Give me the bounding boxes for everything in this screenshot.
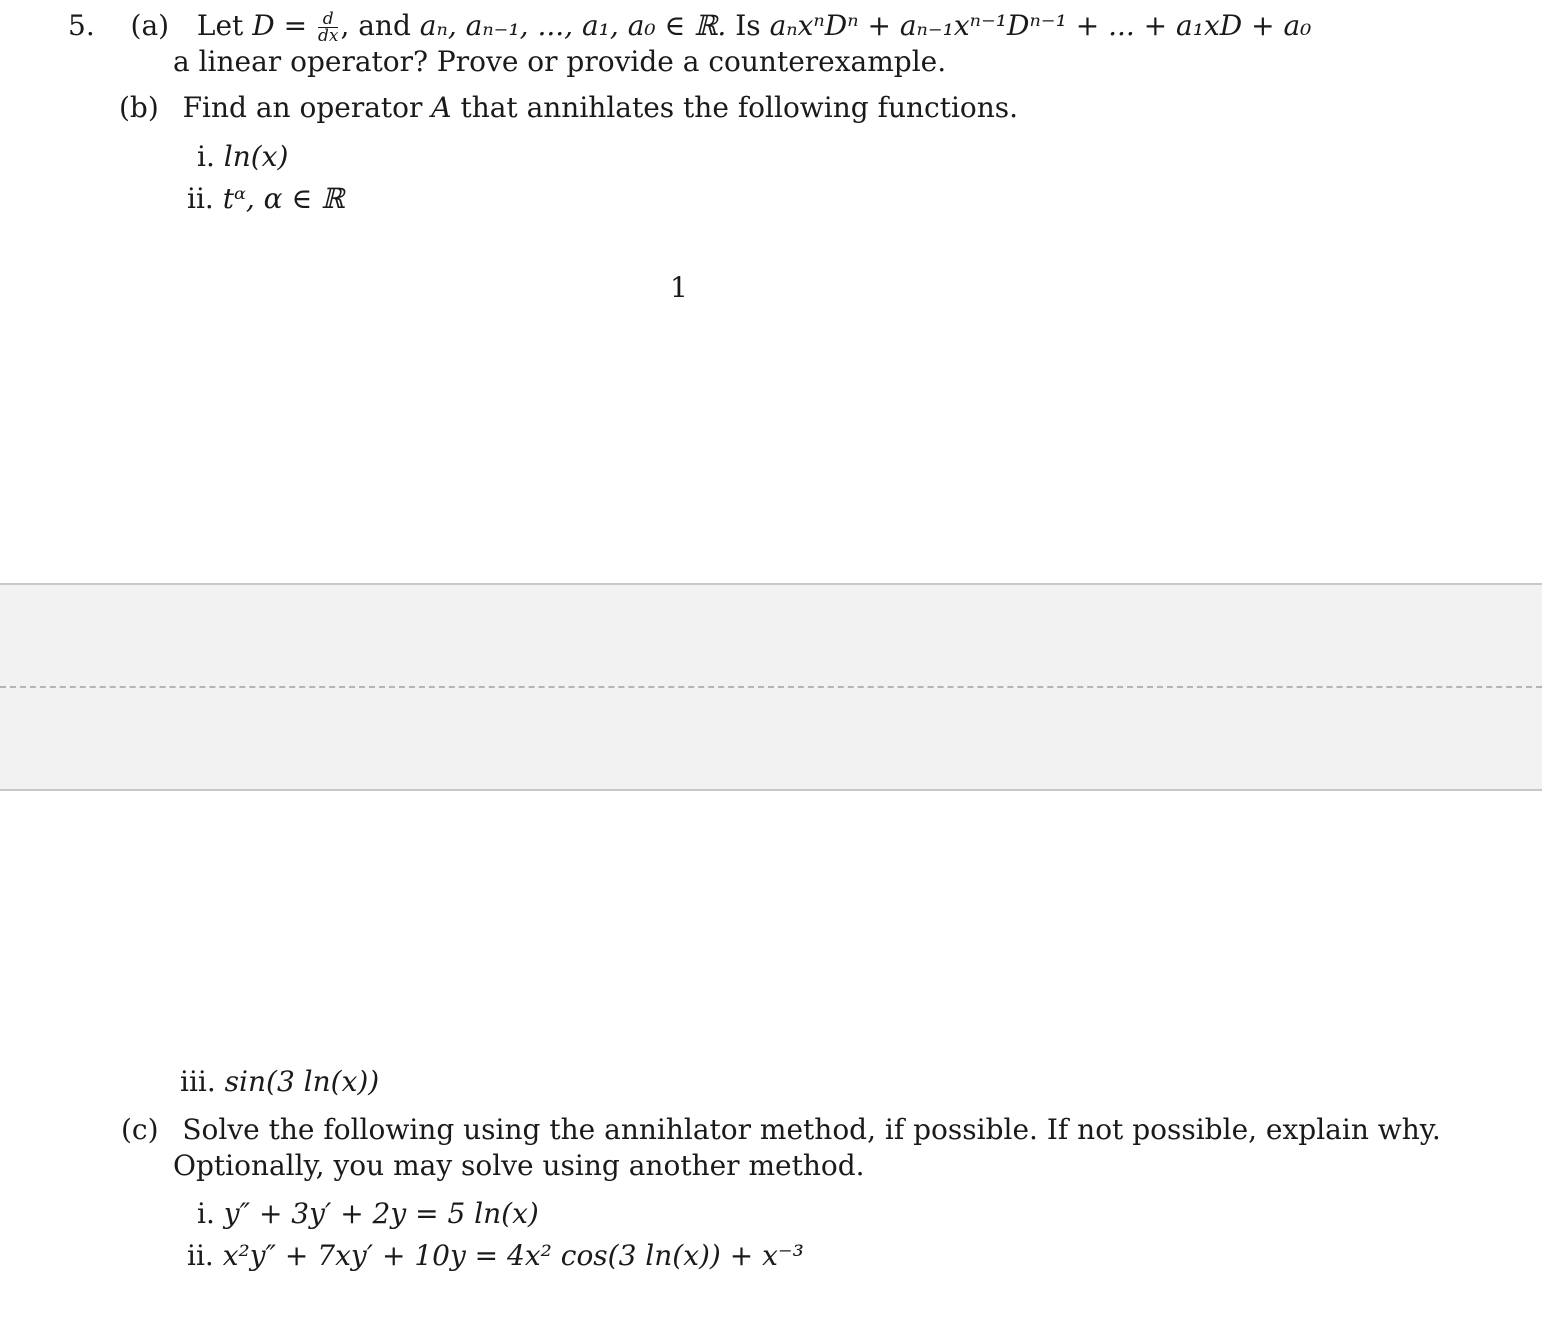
- page-break-dashed-line: [0, 686, 1542, 688]
- item-label: ii.: [187, 182, 214, 215]
- part-a-operator-expression: aₙxⁿDⁿ + aₙ₋₁xⁿ⁻¹Dⁿ⁻¹ + ... + a₁xD + a₀: [769, 9, 1312, 42]
- item-label: ii.: [187, 1239, 214, 1272]
- part-c-item-ii: [187, 1238, 804, 1274]
- part-a-after-fraction: , and: [340, 9, 411, 42]
- part-a-derivative-fraction: [318, 11, 338, 44]
- part-a-question-end: a linear operator? Prove or provide a counterexample.: [173, 45, 947, 78]
- part-b-text-before: Find an operator: [182, 91, 423, 124]
- part-b-item-i: [197, 139, 288, 175]
- problem-5-part-c-line-1: [121, 1112, 1441, 1148]
- part-c-instruction: Solve the following using the annihlator method, if possible. If not possible, explain why.: [182, 1113, 1441, 1146]
- part-a-coefficients: aₙ, aₙ₋₁, ..., a₁, a₀ ∈ ℝ.: [419, 9, 727, 42]
- part-a-question-start: Is: [735, 9, 761, 42]
- item-label: iii.: [180, 1065, 216, 1098]
- item-expression: y″ + 3y′ + 2y = 5 ln(x): [223, 1197, 539, 1230]
- part-b-operator-A: A: [431, 91, 452, 124]
- item-expression: tᵅ, α ∈ ℝ: [222, 182, 345, 215]
- item-expression: x²y″ + 7xy′ + 10y = 4x² cos(3 ln(x)) + x⁻³: [222, 1239, 804, 1272]
- part-a-D-symbol: D: [252, 9, 275, 42]
- item-label: i.: [197, 1197, 215, 1230]
- item-label: i.: [197, 140, 215, 173]
- part-a-intro: Let: [196, 9, 244, 42]
- problem-5-part-b-heading: [119, 90, 1018, 126]
- part-a-equals: =: [283, 9, 308, 42]
- problem-5-part-a-line-1: [68, 8, 1311, 44]
- item-expression: sin(3 ln(x)): [224, 1065, 380, 1098]
- part-b-text-after: that annihlates the following functions.: [460, 91, 1019, 124]
- part-b-label: (b): [119, 91, 159, 124]
- part-b-item-iii: [180, 1064, 379, 1100]
- part-c-item-i: [197, 1196, 539, 1232]
- page-break-gap: [0, 583, 1542, 791]
- part-c-instruction-continued: Optionally, you may solve using another method.: [173, 1149, 865, 1182]
- problem-5-part-c-line-2: [173, 1148, 865, 1184]
- problem-5-part-a-line-2: [173, 44, 946, 80]
- part-a-label: (a): [130, 9, 170, 42]
- fraction-denominator: dx: [317, 26, 339, 46]
- page-number: 1: [670, 271, 688, 304]
- part-c-label: (c): [121, 1113, 159, 1146]
- item-expression: ln(x): [223, 140, 289, 173]
- problem-number: 5.: [68, 9, 95, 42]
- fraction-numerator: d: [318, 11, 338, 28]
- part-b-item-ii: [187, 181, 344, 217]
